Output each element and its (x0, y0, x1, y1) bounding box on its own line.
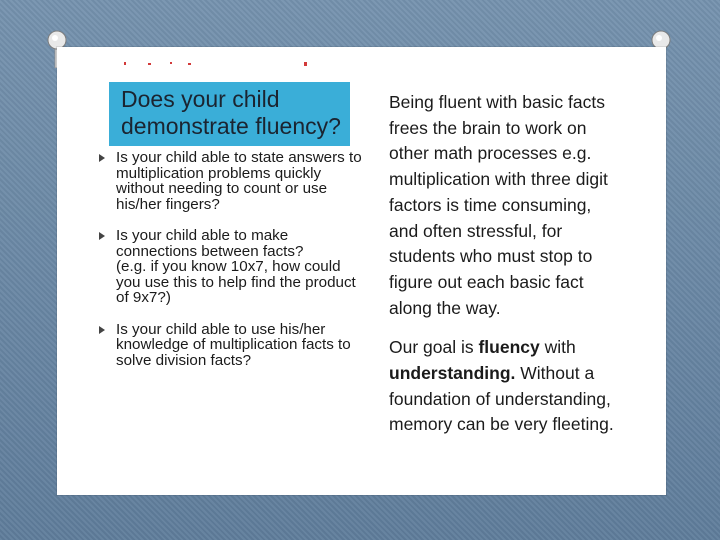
triangle-bullet-icon (99, 232, 105, 240)
title-box (109, 82, 350, 146)
goal-bold-understanding: understanding. (389, 363, 516, 384)
bullet-subtext: (e.g. if you know 10x7, how could you use this to help find the product of 9x7?) (116, 258, 356, 306)
bullet-text: Is your child able to use his/her knowledge of multiplication facts to solve division facts? (116, 320, 351, 369)
slide-title: Does your child demonstrate fluency? (121, 86, 341, 139)
goal-bold-fluency: fluency (478, 337, 540, 358)
bullet-text: Is your child able to state answers to multiplication problems quickly without needing to count or use his/her fingers? (116, 149, 362, 213)
paragraph-goal (389, 335, 624, 438)
goal-text: Our goal is (389, 337, 479, 358)
paragraph-fluency-benefits: Being fluent with basic facts frees the brain to work on other math processes e.g. multiplication with three digit factors is time consuming, and often stressful, for students who must stop to figure out each basic fact along the way. (389, 92, 608, 318)
triangle-bullet-icon (99, 154, 105, 162)
triangle-bullet-icon (99, 326, 105, 334)
goal-text: Without a foundation of understanding, memory can be very fleeting. (389, 363, 614, 435)
list-item (97, 322, 367, 369)
list-item (97, 150, 367, 212)
bullet-list (97, 150, 367, 380)
right-column (389, 90, 624, 438)
goal-text: with (539, 337, 576, 358)
list-item (97, 228, 367, 306)
red-marks-decoration (118, 60, 318, 68)
bullet-text: Is your child able to make connections between facts? (116, 227, 304, 260)
